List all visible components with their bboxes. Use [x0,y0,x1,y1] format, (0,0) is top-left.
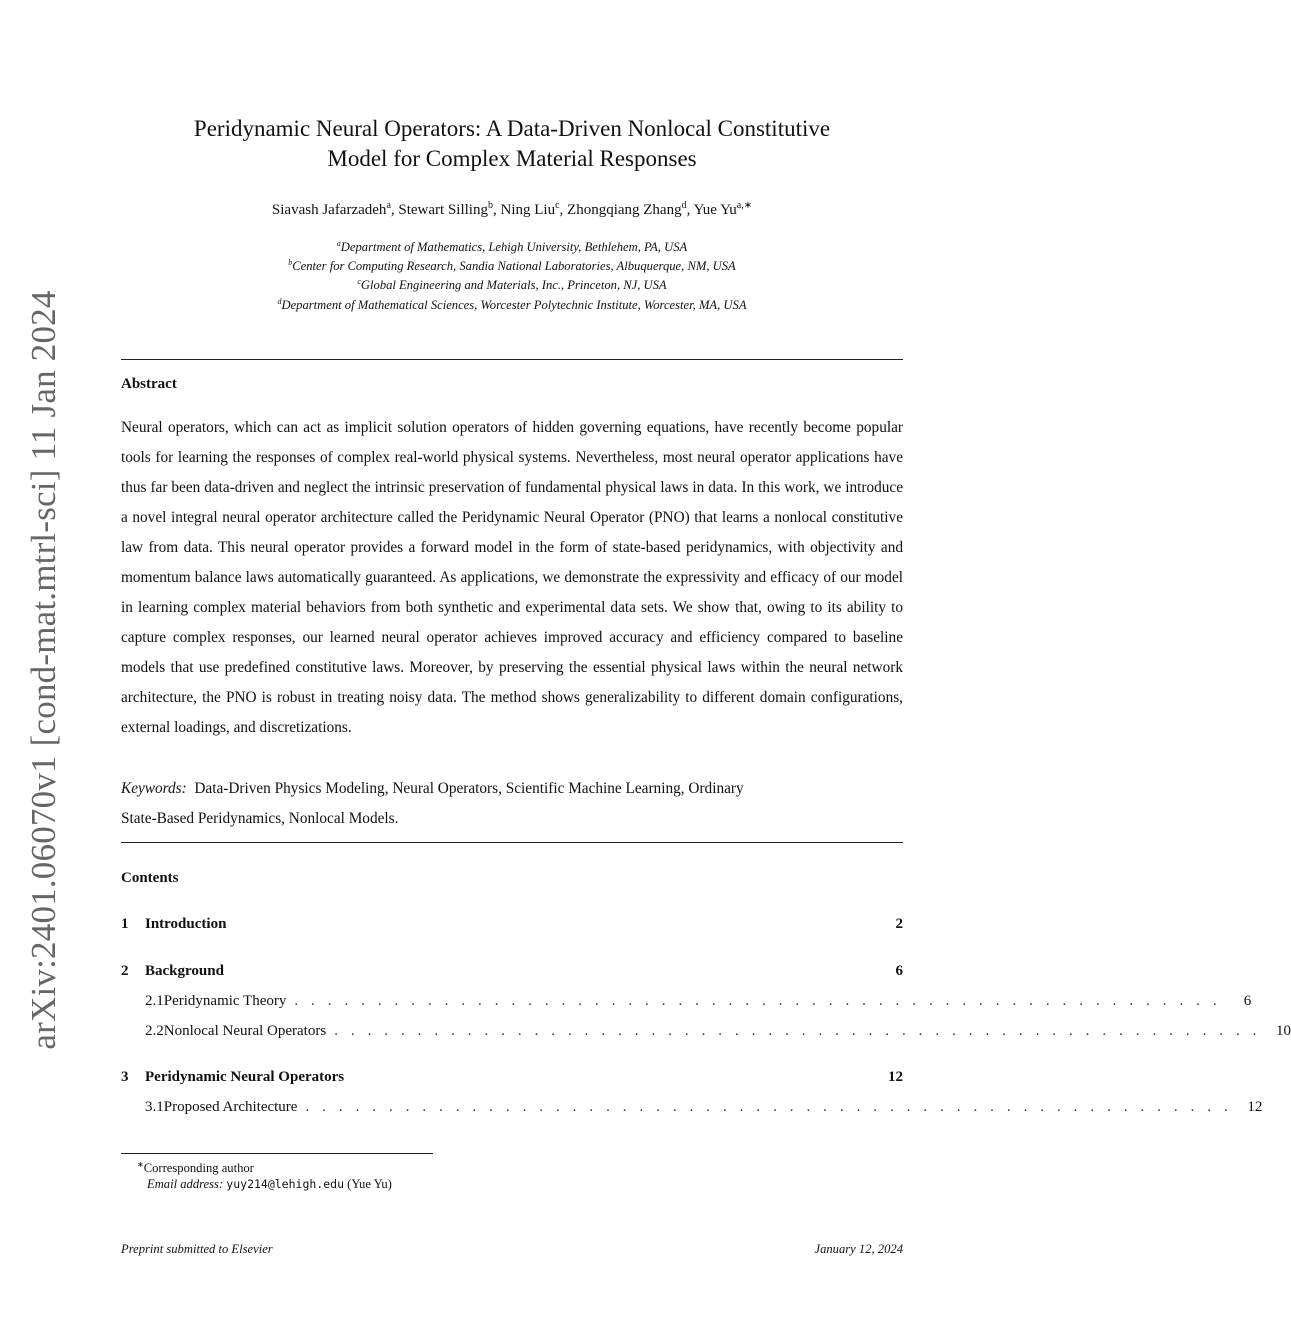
footnote [121,1157,392,1192]
affiliation: $^a$Department of Mathematics, Lehigh University, Bethlehem, PA, USA [336,239,688,255]
email-link[interactable]: yuy214@lehigh.edu [226,1177,344,1192]
keywords-line-2: State-Based Peridynamics, Nonlocal Models. [121,810,399,827]
affiliation: $^b$Center for Computing Research, Sandia National Laboratories, Albuquerque, NM, USA [288,258,736,274]
abstract-top-rule [121,359,903,360]
abstract-heading: Abstract [121,376,177,392]
keywords-line-1 [121,774,903,804]
toc-entry-peridynamic-neural-operators[interactable]: 3 Peridynamic Neural Operators 12 [121,1069,903,1085]
keywords-label: Keywords: [121,780,187,797]
corresponding-author-note: ∗Corresponding author [137,1160,254,1176]
arxiv-stamp [0,0,80,1325]
footer-date: January 12, 2024 [814,1242,903,1256]
title-line-2: Model for Complex Material Responses [327,146,697,171]
email-note: Email address: yuy214@lehigh.edu (Yue Yu) [147,1177,392,1192]
author: Siavash Jafarzadeh$^a$, [271,200,399,218]
toc-entry-peridynamic-theory[interactable]: 2.1 Peridynamic Theory . . . . . . . . . . . . . . . . . . . . . . . . . . . . . . . . . . . . . . . . . . . . . . . . . . . . . . . . 6 [145,993,1252,1009]
keywords-text-1: Data-Driven Physics Modeling, Neural Operators, Scientific Machine Learning, Ordinary [194,780,744,797]
keywords [121,774,903,834]
contents-heading: Contents [121,870,179,886]
author-list [121,200,903,219]
footer-preprint-note: Preprint submitted to Elsevier [121,1242,273,1256]
abstract-text: Neural operators, which can act as implicit solution operators of hidden governing equations, have recently become popular tools for learning the responses of complex real-world physical systems. Nevertheless, most neural operator applications have thus far been data-driven and neglect the intrinsic preservation of fundamental physical laws in data. In this work, we introduce a novel integral neural operator architecture called the Peridynamic Neural Operator (PNO) that learns a nonlocal constitutive law from data. This neural operator provides a forward model in the form of state-based peridynamics, with objectivity and momentum balance laws automatically guaranteed. As applications, we demonstrate the expressivity and efficacy of our model in learning complex material behaviors from both synthetic and experimental data sets. We show that, owing to its ability to capture complex responses, our learned neural operator achieves improved accuracy and efficiency compared to baseline models that use predefined constitutive laws. Moreover, by preserving the essential physical laws within the neural network architecture, the PNO is robust in treating noisy data. The method shows generalizability to different domain configurations, external loadings, and discretizations. [121,419,903,736]
toc-entry-background[interactable]: 2 Background 6 [121,963,903,979]
affiliation: $^d$Department of Mathematical Sciences, Worcester Polytechnic Institute, Worcester, MA, USA [277,296,747,312]
footnote-rule [121,1153,433,1154]
paper-title [121,114,903,174]
title-line-1: Peridynamic Neural Operators: A Data-Driven Nonlocal Constitutive [193,116,831,141]
author: Ning Liu$^c$, [500,200,568,218]
author: Stewart Silling$^b$, [398,200,501,218]
abstract-bottom-rule [121,842,903,843]
author: Yue $Yu^{a,∗}$ [693,200,753,218]
toc-entry-proposed-architecture[interactable]: 3.1 Proposed Architecture . . . . . . . . . . . . . . . . . . . . . . . . . . . . . . . . . . . . . . . . . . . . . . . . . . . . . . . . 12 [145,1099,1263,1115]
author: Zhongqiang Zhang$^d$, [567,200,694,218]
affiliation-list [121,236,903,313]
toc-entry-introduction[interactable]: 1 Introduction 2 [121,916,903,932]
affiliation: $^c$Global Engineering and Materials, Inc., Princeton, NJ, USA [357,277,667,293]
toc-entry-nonlocal-neural-operators[interactable]: 2.2 Nonlocal Neural Operators . . . . . . . . . . . . . . . . . . . . . . . . . . . . . . . . . . . . . . . . . . . . . . . . . . . . . . . . 10 [145,1023,1291,1039]
arxiv-id: arXiv:2401.06070v1 [cond-mat.mtrl-sci] 11 Jan 2024 [24,290,63,1050]
